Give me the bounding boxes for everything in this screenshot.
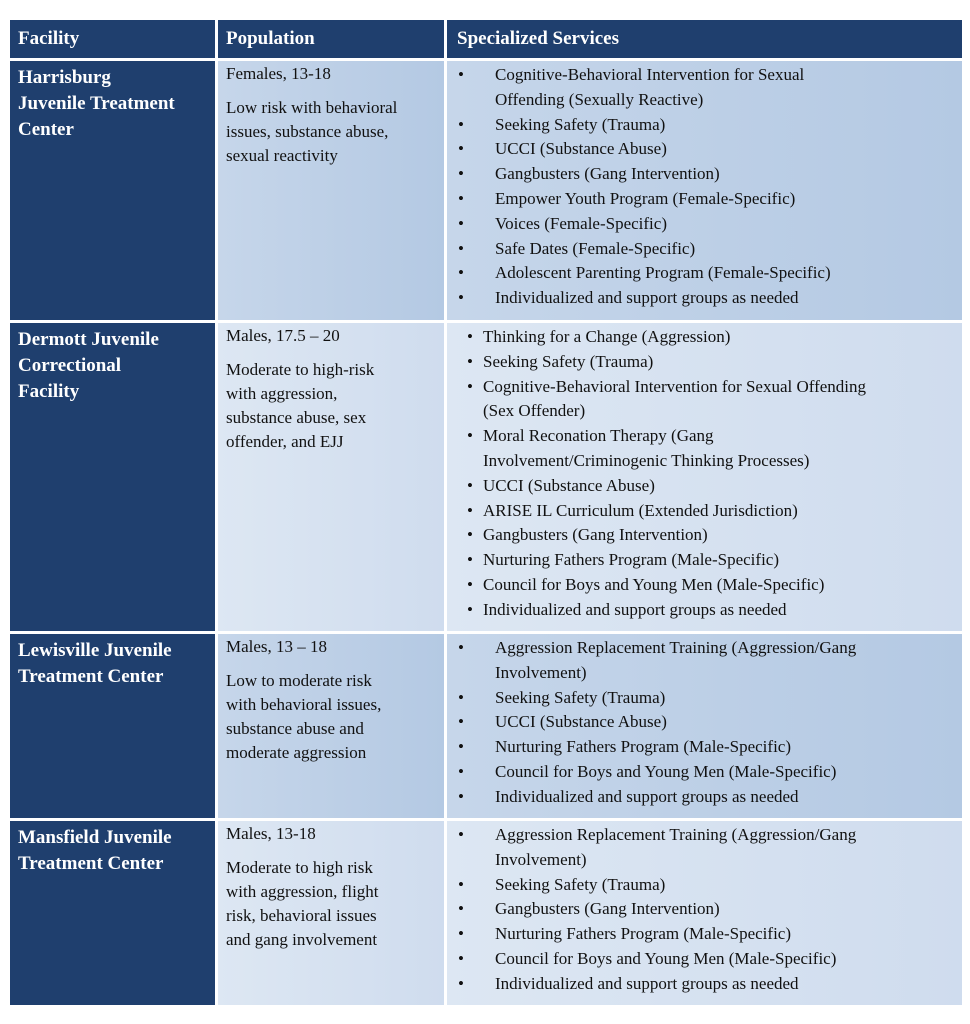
text-line: Cognitive-Behavioral Intervention for Sexual [495, 65, 805, 84]
population-cell [218, 61, 444, 320]
services-list [447, 636, 962, 810]
bullet-icon: • [458, 65, 464, 84]
population-description [226, 96, 436, 168]
text-line: Involvement/Criminogenic Thinking Processes) [483, 450, 810, 470]
text-line: Mansfield Juvenile [18, 827, 172, 848]
list-item [447, 237, 962, 262]
text-line: Individualized and support groups as needed [495, 973, 799, 993]
text-line: Moderate to high-risk [226, 360, 375, 379]
bullet-icon: • [458, 687, 464, 707]
bullet-icon: • [458, 263, 464, 283]
text-line: sexual reactivity [226, 146, 338, 165]
bullet-icon: • [458, 899, 464, 919]
bullet-icon: • [458, 973, 464, 993]
text-line: Voices (Female-Specific) [495, 213, 667, 233]
list-item [447, 947, 962, 972]
bullet-icon: • [458, 638, 464, 657]
bullet-icon: • [458, 737, 464, 757]
list-item [447, 375, 962, 425]
bullet-icon: • [467, 426, 473, 446]
services-cell [447, 634, 962, 818]
text-line: Facility [18, 381, 80, 402]
text-line: Treatment Center [18, 853, 164, 874]
services-list [447, 63, 962, 311]
header-specialized-services: Specialized Services [447, 20, 962, 58]
list-item [447, 710, 962, 735]
text-line: Involvement) [495, 849, 587, 869]
text-line: Gangbusters (Gang Intervention) [495, 164, 720, 184]
bullet-icon: • [458, 786, 464, 806]
list-item [447, 686, 962, 711]
text-line: ARISE IL Curriculum (Extended Jurisdiction) [483, 500, 798, 520]
services-cell [447, 61, 962, 320]
text-line: Empower Youth Program (Female-Specific) [495, 188, 796, 208]
text-line: Seeking Safety (Trauma) [495, 874, 666, 894]
bullet-icon: • [458, 288, 464, 308]
list-item [447, 523, 962, 548]
text-line: Seeking Safety (Trauma) [483, 351, 654, 371]
population-range: Females, 13-18 [226, 64, 331, 83]
text-line: Offending (Sexually Reactive) [495, 89, 704, 109]
header-facility: Facility [10, 20, 215, 58]
facility-name [10, 323, 215, 631]
text-line: Cognitive-Behavioral Intervention for Sexual Offending [483, 376, 867, 396]
bullet-icon: • [458, 712, 464, 732]
list-item [447, 548, 962, 573]
table-row [10, 61, 962, 320]
list-item [447, 286, 962, 311]
facility-services-table [7, 17, 965, 1008]
bullet-icon: • [467, 599, 473, 619]
header-population: Population [218, 20, 444, 58]
text-line: Moral Reconation Therapy (Gang [483, 426, 714, 446]
list-item [447, 573, 962, 598]
bullet-icon: • [458, 924, 464, 944]
text-line: Treatment Center [18, 666, 164, 687]
text-line: Aggression Replacement Training (Aggression/Gang [495, 825, 857, 844]
facility-name [10, 634, 215, 818]
population-cell [218, 323, 444, 631]
text-line: Moderate to high risk [226, 858, 373, 877]
bullet-icon: • [467, 327, 473, 346]
population-range: Males, 13-18 [226, 824, 316, 843]
text-line: UCCI (Substance Abuse) [495, 712, 667, 732]
text-line: with aggression, flight [226, 882, 379, 901]
text-line: issues, substance abuse, [226, 122, 389, 141]
text-line: Individualized and support groups as needed [495, 288, 799, 308]
table-row [10, 323, 962, 631]
list-item [447, 785, 962, 810]
list-item [447, 760, 962, 785]
text-line: Nurturing Fathers Program (Male-Specific) [495, 737, 791, 757]
text-line: Involvement) [495, 662, 587, 682]
text-line: substance abuse and [226, 719, 364, 738]
bullet-icon: • [458, 825, 464, 844]
text-line: Council for Boys and Young Men (Male-Specific) [495, 761, 837, 781]
list-item [447, 162, 962, 187]
text-line: with aggression, [226, 384, 338, 403]
list-item [447, 636, 962, 686]
list-item [447, 897, 962, 922]
text-line: Harrisburg [18, 67, 111, 88]
list-item [447, 598, 962, 623]
services-list [447, 823, 962, 997]
text-line: Correctional [18, 355, 122, 376]
bullet-icon: • [467, 500, 473, 520]
text-line: Thinking for a Change (Aggression) [483, 327, 731, 346]
list-item [447, 113, 962, 138]
text-line: Nurturing Fathers Program (Male-Specific) [495, 924, 791, 944]
text-line: (Sex Offender) [483, 401, 586, 421]
services-list [447, 325, 962, 623]
text-line: Individualized and support groups as needed [495, 786, 799, 806]
text-line: Lewisville Juvenile [18, 640, 172, 661]
text-line: risk, behavioral issues [226, 906, 377, 925]
text-line: Adolescent Parenting Program (Female-Specific) [495, 263, 831, 283]
text-line: substance abuse, sex [226, 408, 367, 427]
services-cell [447, 323, 962, 631]
list-item [447, 823, 962, 873]
population-range: Males, 13 – 18 [226, 637, 328, 656]
table-header-row [10, 20, 962, 58]
bullet-icon: • [458, 761, 464, 781]
bullet-icon: • [458, 188, 464, 208]
list-item [447, 922, 962, 947]
text-line: Safe Dates (Female-Specific) [495, 238, 696, 258]
text-line: with behavioral issues, [226, 695, 382, 714]
facility-name [10, 61, 215, 320]
bullet-icon: • [467, 574, 473, 594]
text-line: UCCI (Substance Abuse) [483, 475, 655, 495]
list-item [447, 350, 962, 375]
list-item [447, 474, 962, 499]
text-line: Dermott Juvenile [18, 329, 159, 350]
text-line: and gang involvement [226, 930, 378, 949]
bullet-icon: • [458, 238, 464, 258]
list-item [447, 137, 962, 162]
bullet-icon: • [458, 874, 464, 894]
population-description [226, 856, 436, 952]
table-row [10, 821, 962, 1005]
text-line: Council for Boys and Young Men (Male-Specific) [495, 948, 837, 968]
text-line: offender, and EJJ [226, 432, 344, 451]
population-description [226, 669, 436, 765]
table-row [10, 634, 962, 818]
text-line: Low risk with behavioral [226, 98, 398, 117]
text-line: Gangbusters (Gang Intervention) [483, 525, 708, 545]
facility-name [10, 821, 215, 1005]
text-line: Seeking Safety (Trauma) [495, 687, 666, 707]
text-line: Individualized and support groups as needed [483, 599, 787, 619]
bullet-icon: • [467, 475, 473, 495]
text-line: Juvenile Treatment [18, 93, 175, 114]
text-line: UCCI (Substance Abuse) [495, 139, 667, 159]
population-range: Males, 17.5 – 20 [226, 326, 340, 345]
text-line: Center [18, 119, 74, 140]
list-item [447, 212, 962, 237]
text-line: Nurturing Fathers Program (Male-Specific) [483, 550, 779, 570]
population-description [226, 358, 436, 454]
bullet-icon: • [458, 164, 464, 184]
list-item [447, 972, 962, 997]
list-item [447, 187, 962, 212]
bullet-icon: • [467, 376, 473, 396]
list-item [447, 325, 962, 350]
bullet-icon: • [458, 213, 464, 233]
text-line: moderate aggression [226, 743, 367, 762]
text-line: Seeking Safety (Trauma) [495, 114, 666, 134]
bullet-icon: • [467, 351, 473, 371]
population-cell [218, 821, 444, 1005]
bullet-icon: • [467, 525, 473, 545]
list-item [447, 424, 962, 474]
list-item [447, 735, 962, 760]
services-cell [447, 821, 962, 1005]
bullet-icon: • [467, 550, 473, 570]
text-line: Gangbusters (Gang Intervention) [495, 899, 720, 919]
bullet-icon: • [458, 948, 464, 968]
list-item [447, 873, 962, 898]
text-line: Aggression Replacement Training (Aggression/Gang [495, 638, 857, 657]
bullet-icon: • [458, 139, 464, 159]
bullet-icon: • [458, 114, 464, 134]
list-item [447, 63, 962, 113]
text-line: Council for Boys and Young Men (Male-Specific) [483, 574, 825, 594]
list-item [447, 499, 962, 524]
population-cell [218, 634, 444, 818]
text-line: Low to moderate risk [226, 671, 372, 690]
list-item [447, 261, 962, 286]
